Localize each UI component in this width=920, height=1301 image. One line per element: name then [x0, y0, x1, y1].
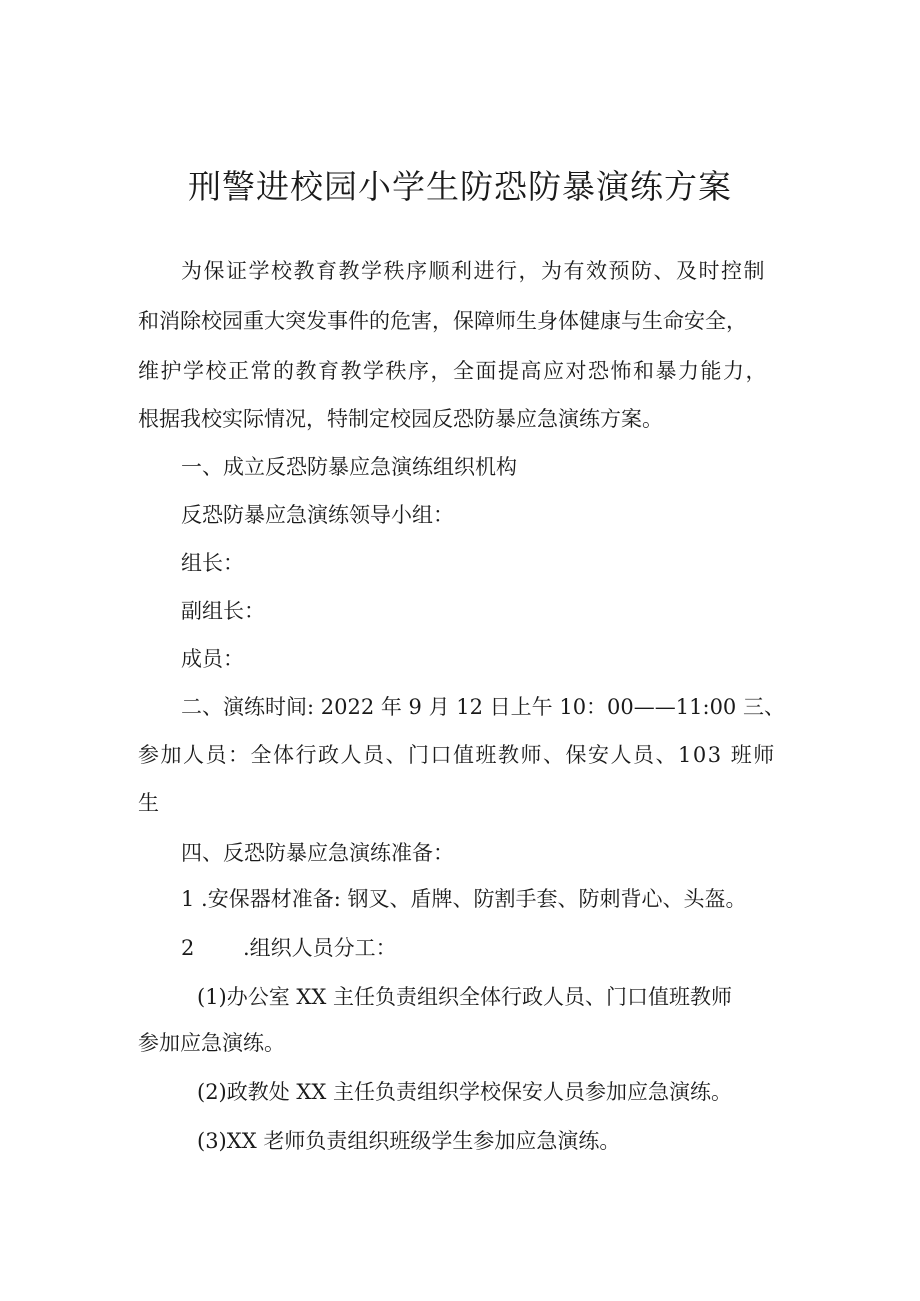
duty-item-1-line-2: 参加应急演练。: [138, 1031, 285, 1055]
leader-label: 组长：: [181, 551, 244, 575]
duty-item-3: (3)XX 老师负责组织班级学生参加应急演练。: [197, 1129, 621, 1153]
section4-item-2-text: .组织人员分工：: [243, 936, 397, 960]
intro-line-3: 维护学校正常的教育教学秩序，全面提高应对恐怖和暴力能力，: [138, 359, 768, 383]
duty-item-1-line-1: (1)办公室 XX 主任负责组织全体行政人员、门口值班教师: [197, 985, 732, 1009]
intro-line-2: 和消除校园重大突发事件的危害，保障师生身体健康与生命安全，: [138, 309, 747, 333]
members-label: 成员：: [181, 647, 244, 671]
deputy-leader-label: 副组长：: [181, 599, 265, 623]
section4-heading: 四、反恐防暴应急演练准备：: [181, 841, 454, 865]
section1-heading: 一、成立反恐防暴应急演练组织机构: [181, 455, 517, 479]
intro-line-4: 根据我校实际情况，特制定校园反恐防暴应急演练方案。: [138, 407, 663, 431]
section4-item-2-number: 2: [181, 936, 195, 960]
section2-line-3: 生: [138, 791, 159, 815]
duty-item-2: (2)政教处 XX 主任负责组织学校保安人员参加应急演练。: [197, 1080, 732, 1104]
document-title: 刑警进校园小学生防恐防暴演练方案: [188, 167, 732, 206]
section2-line-2: 参加人员：全体行政人员、门口值班教师、保安人员、103 班师: [138, 743, 776, 767]
section4-item-1: 1 .安保器材准备: 钢叉、盾牌、防割手套、防刺背心、头盔。: [181, 887, 747, 911]
section2-line-1: 二、演练时间: 2022 年 9 月 12 日上午 10：00——11:00 三、: [181, 695, 785, 719]
section1-subheading: 反恐防暴应急演练领导小组：: [181, 503, 454, 527]
intro-line-1: 为保证学校教育教学秩序顺利进行，为有效预防、及时控制: [181, 259, 766, 283]
